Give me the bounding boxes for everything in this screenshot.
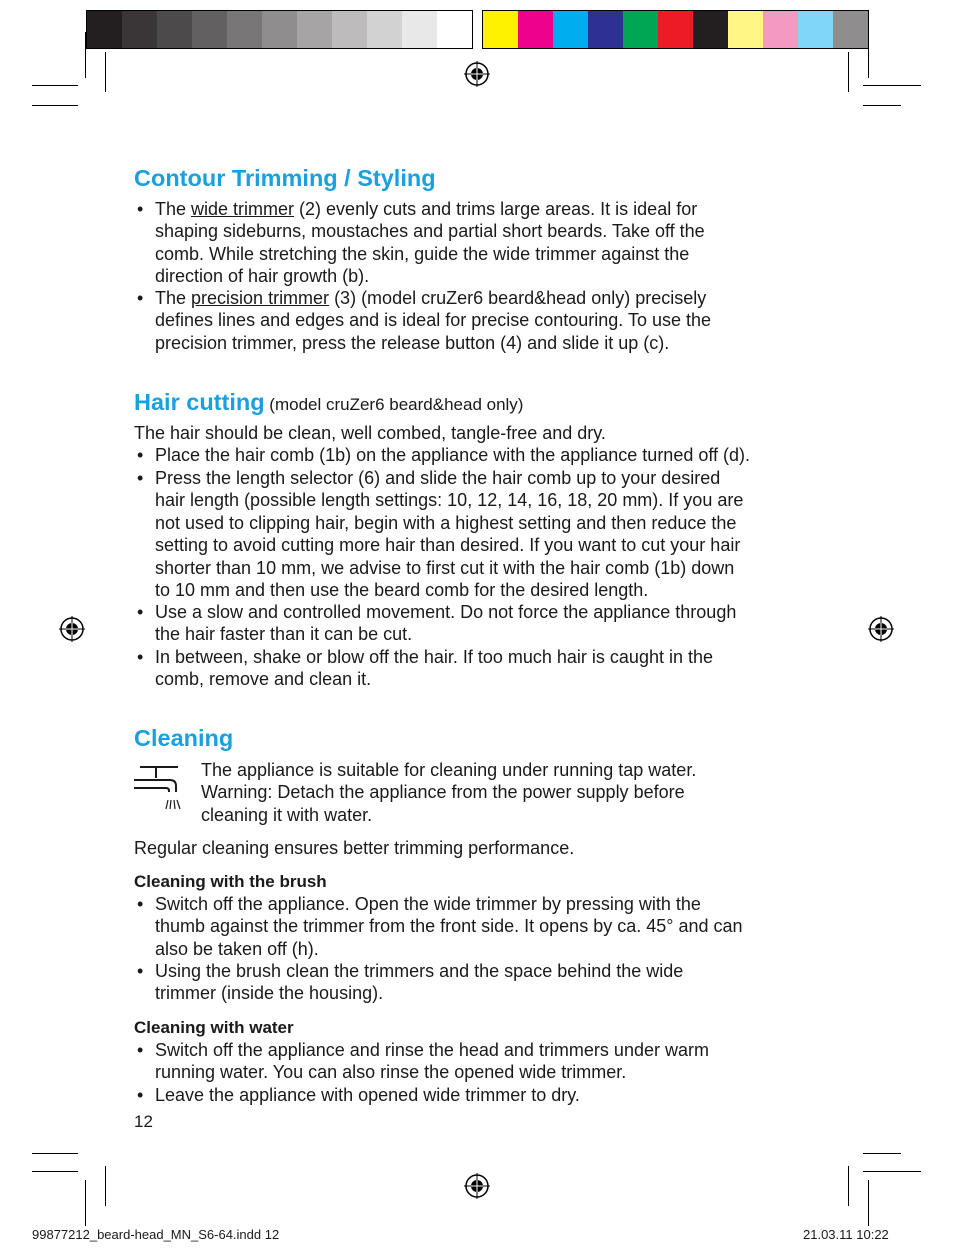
- color-swatch: [437, 11, 472, 48]
- section-title-hair-cutting: [134, 391, 523, 415]
- color-swatch: [367, 11, 402, 48]
- crop-mark: [32, 1153, 78, 1154]
- tap-water-note: [201, 759, 696, 826]
- crop-mark: [848, 1166, 849, 1206]
- crop-mark: [868, 1180, 869, 1226]
- crop-mark: [105, 1166, 106, 1206]
- list-item: [134, 198, 824, 288]
- text: Using the brush clean the trimmers and the space behind the wide: [155, 961, 684, 981]
- text: Press the length selector (6) and slide the hair comb up to your desired: [155, 468, 721, 488]
- color-bar: [482, 10, 869, 49]
- crop-mark: [32, 85, 78, 86]
- color-swatch: [623, 11, 658, 48]
- text: The: [155, 288, 192, 308]
- color-swatch: [833, 11, 868, 48]
- crop-mark: [32, 105, 78, 106]
- text: also be taken off (h).: [155, 938, 319, 959]
- subheading-brush: Cleaning with the brush: [134, 872, 327, 891]
- text: In between, shake or blow off the hair. If too much hair is caught in the: [155, 647, 713, 667]
- text: (2) evenly cuts and trims large areas. It is ideal for: [294, 199, 698, 219]
- color-swatch: [402, 11, 437, 48]
- tap-water-icon: [132, 760, 192, 810]
- text: The: [155, 199, 192, 219]
- list-item: [134, 960, 824, 1005]
- text: setting to avoid cutting more hair than desired. If you want to cut your hair: [155, 535, 741, 556]
- text: the hair faster than it can be cut.: [155, 624, 413, 645]
- list-item: [134, 467, 824, 601]
- color-swatch: [122, 11, 157, 48]
- text: precision trimmer, press the release button (4) and slide it up (c).: [155, 332, 670, 353]
- color-swatch: [483, 11, 518, 48]
- list-item: [134, 287, 824, 354]
- text: defines lines and edges and is ideal for precise contouring. To use the: [155, 310, 712, 331]
- registration-mark-icon: [464, 61, 490, 87]
- color-swatch: [332, 11, 367, 48]
- crop-mark: [848, 52, 849, 92]
- list-item: [134, 1039, 824, 1084]
- color-swatch: [798, 11, 833, 48]
- precision-trimmer-term: precision trimmer: [191, 288, 330, 308]
- text: trimmer (inside the housing).: [155, 983, 384, 1004]
- text: The appliance is suitable for cleaning under running tap water.: [201, 760, 697, 780]
- footer-date: 21.03.11 10:22: [803, 1227, 889, 1242]
- list-item: [134, 1084, 824, 1106]
- list-item: [134, 646, 824, 691]
- color-swatch: [157, 11, 192, 48]
- text: Switch off the appliance. Open the wide trimmer by pressing with the: [155, 894, 701, 914]
- text: shorter than 10 mm, we advise to first cut it with the hair comb (1b) down: [155, 557, 735, 578]
- color-swatch: [192, 11, 227, 48]
- crop-mark: [863, 85, 921, 86]
- color-swatch: [262, 11, 297, 48]
- text: shaping sideburns, moustaches and partial short beards. Take off the: [155, 221, 705, 242]
- crop-mark: [863, 1171, 921, 1172]
- page-number: 12: [134, 1112, 153, 1131]
- text: comb. While stretching the skin, guide the wide trimmer against the: [155, 243, 690, 264]
- text: direction of hair growth (b).: [155, 266, 370, 287]
- color-swatch: [658, 11, 693, 48]
- section-title-contour: Contour Trimming / Styling: [134, 165, 436, 191]
- crop-mark: [32, 1171, 78, 1172]
- text: thumb against the trimmer from the front side. It opens by ca. 45° and can: [155, 916, 743, 937]
- wide-trimmer-term: wide trimmer: [191, 199, 295, 219]
- text: Switch off the appliance and rinse the head and trimmers under warm: [155, 1040, 709, 1060]
- crop-mark: [85, 1180, 86, 1226]
- text: cleaning it with water.: [201, 804, 373, 825]
- color-swatch: [227, 11, 262, 48]
- list-item: [134, 601, 824, 646]
- text: Place the hair comb (1b) on the appliance with the appliance turned off (d).: [155, 445, 751, 465]
- text: comb, remove and clean it.: [155, 669, 372, 690]
- crop-mark: [868, 32, 869, 78]
- text: Warning: Detach the appliance from the power supply before: [201, 782, 685, 803]
- text: (3) (model cruZer6 beard&head only) precisely: [329, 288, 707, 308]
- grayscale-bar: [86, 10, 473, 49]
- text: not used to clipping hair, begin with a highest setting and then reduce the: [155, 512, 737, 533]
- text: to 10 mm and then use the beard comb for the desired length.: [155, 580, 649, 601]
- text: Use a slow and controlled movement. Do not force the appliance through: [155, 602, 737, 622]
- crop-mark: [85, 32, 86, 78]
- color-swatch: [297, 11, 332, 48]
- crop-mark: [863, 105, 901, 106]
- list-item: [134, 893, 824, 960]
- text: hair length (possible length settings: 10, 12, 14, 16, 18, 20 mm). If you are: [155, 490, 744, 511]
- registration-mark-icon: [868, 616, 894, 642]
- registration-mark-icon: [59, 616, 85, 642]
- color-swatch: [763, 11, 798, 48]
- hair-cutting-subtitle: (model cruZer6 beard&head only): [264, 395, 524, 414]
- hair-cutting-title: Hair cutting: [134, 389, 265, 415]
- crop-mark: [863, 1153, 901, 1154]
- color-swatch: [728, 11, 763, 48]
- text: running water. You can also rinse the opened wide trimmer.: [155, 1062, 627, 1083]
- section-title-cleaning: Cleaning: [134, 725, 234, 751]
- registration-mark-icon: [464, 1173, 490, 1199]
- text: Leave the appliance with opened wide trimmer to dry.: [155, 1085, 580, 1105]
- regular-cleaning-note: Regular cleaning ensures better trimming performance.: [134, 838, 575, 858]
- hair-intro: The hair should be clean, well combed, tangle-free and dry.: [134, 423, 606, 443]
- color-swatch: [588, 11, 623, 48]
- color-swatch: [518, 11, 553, 48]
- color-swatch: [553, 11, 588, 48]
- list-item: [134, 444, 824, 466]
- subheading-water: Cleaning with water: [134, 1018, 294, 1037]
- color-swatch: [693, 11, 728, 48]
- crop-mark: [105, 52, 106, 92]
- color-swatch: [87, 11, 122, 48]
- footer-file: 99877212_beard-head_MN_S6-64.indd 12: [32, 1227, 280, 1242]
